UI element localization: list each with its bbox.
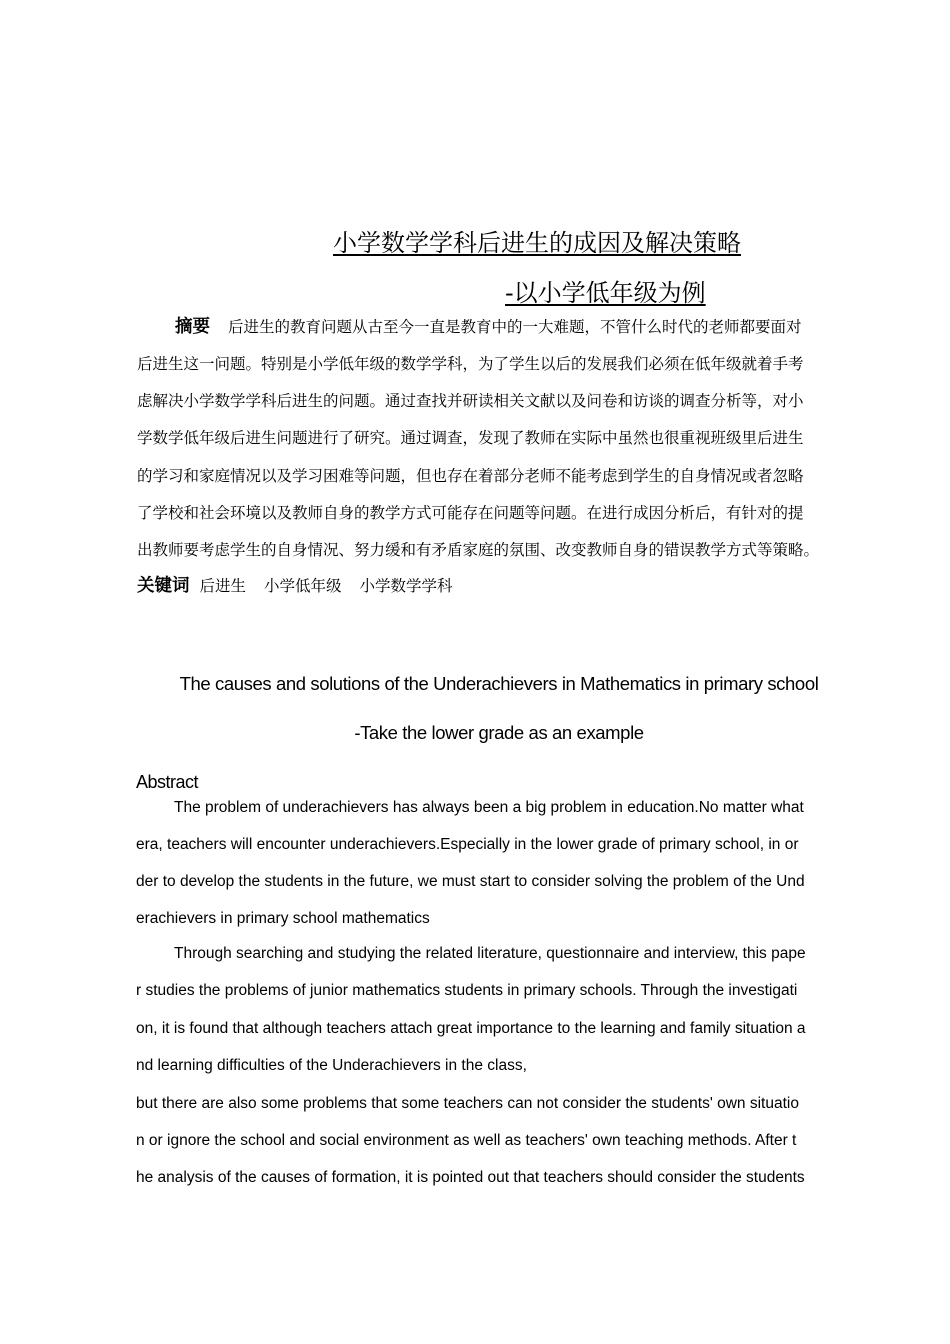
english-abstract-line: era, teachers will encounter underachievers.Especially in the lower grade of primary school, in or	[136, 836, 799, 853]
chinese-keywords	[137, 576, 453, 596]
chinese-abstract-line	[175, 317, 802, 337]
chinese-abstract-line: 虑解决小学数学学科后进生的问题。通过查找并研读相关文献以及问卷和访谈的调查分析等，对小	[137, 392, 804, 410]
english-abstract-line: n or ignore the school and social environment as well as teachers' own teaching methods. After t	[136, 1132, 797, 1149]
chinese-title: 小学数学学科后进生的成因及解决策略	[333, 229, 741, 257]
chinese-abstract-label: 摘要	[175, 317, 210, 337]
chinese-subtitle: -以小学低年级为例	[505, 279, 706, 307]
chinese-abstract-line: 学数学低年级后进生问题进行了研究。通过调查，发现了教师在实际中虽然也很重视班级里后进生	[137, 429, 804, 447]
chinese-abstract-line: 出教师要考虑学生的自身情况、努力缓和有矛盾家庭的氛围、改变教师自身的错误教学方式等策略。	[137, 541, 820, 559]
chinese-abstract-line: 的学习和家庭情况以及学习困难等问题，但也存在着部分老师不能考虑到学生的自身情况或者忽略	[137, 467, 804, 485]
chinese-keywords-label: 关键词	[137, 576, 190, 596]
english-title: The causes and solutions of the Underachievers in Mathematics in primary school	[179, 673, 819, 694]
english-abstract-line: on, it is found that although teachers attach great importance to the learning and family situation a	[136, 1020, 806, 1037]
english-abstract-line: r studies the problems of junior mathematics students in primary schools. Through the investigati	[136, 982, 798, 999]
chinese-abstract-text: 后进生的教育问题从古至今一直是教育中的一大难题，不管什么时代的老师都要面对	[228, 318, 802, 336]
english-abstract-line: he analysis of the causes of formation, it is pointed out that teachers should consider the students	[136, 1169, 805, 1186]
english-abstract-line: Through searching and studying the related literature, questionnaire and interview, this pape	[174, 945, 806, 962]
chinese-abstract-line: 了学校和社会环境以及教师自身的教学方式可能存在问题等问题。在进行成因分析后，有针对的提	[137, 504, 804, 522]
chinese-abstract-line: 后进生这一问题。特别是小学低年级的数学学科，为了学生以后的发展我们必须在低年级就着手考	[137, 355, 804, 373]
english-abstract-line: The problem of underachievers has always been a big problem in education.No matter what	[174, 799, 804, 816]
english-abstract-line: but there are also some problems that some teachers can not consider the students' own situatio	[136, 1095, 799, 1112]
english-abstract-line: der to develop the students in the future, we must start to consider solving the problem of the Und	[136, 873, 805, 890]
english-subtitle: -Take the lower grade as an example	[354, 722, 644, 743]
keyword: 小学低年级	[264, 577, 342, 595]
english-abstract-line: nd learning difficulties of the Underachievers in the class,	[136, 1057, 527, 1074]
keyword: 后进生	[199, 577, 247, 595]
english-abstract-line: erachievers in primary school mathematics	[136, 910, 430, 927]
english-abstract-heading: Abstract	[136, 772, 199, 792]
keyword: 小学数学学科	[359, 577, 453, 595]
